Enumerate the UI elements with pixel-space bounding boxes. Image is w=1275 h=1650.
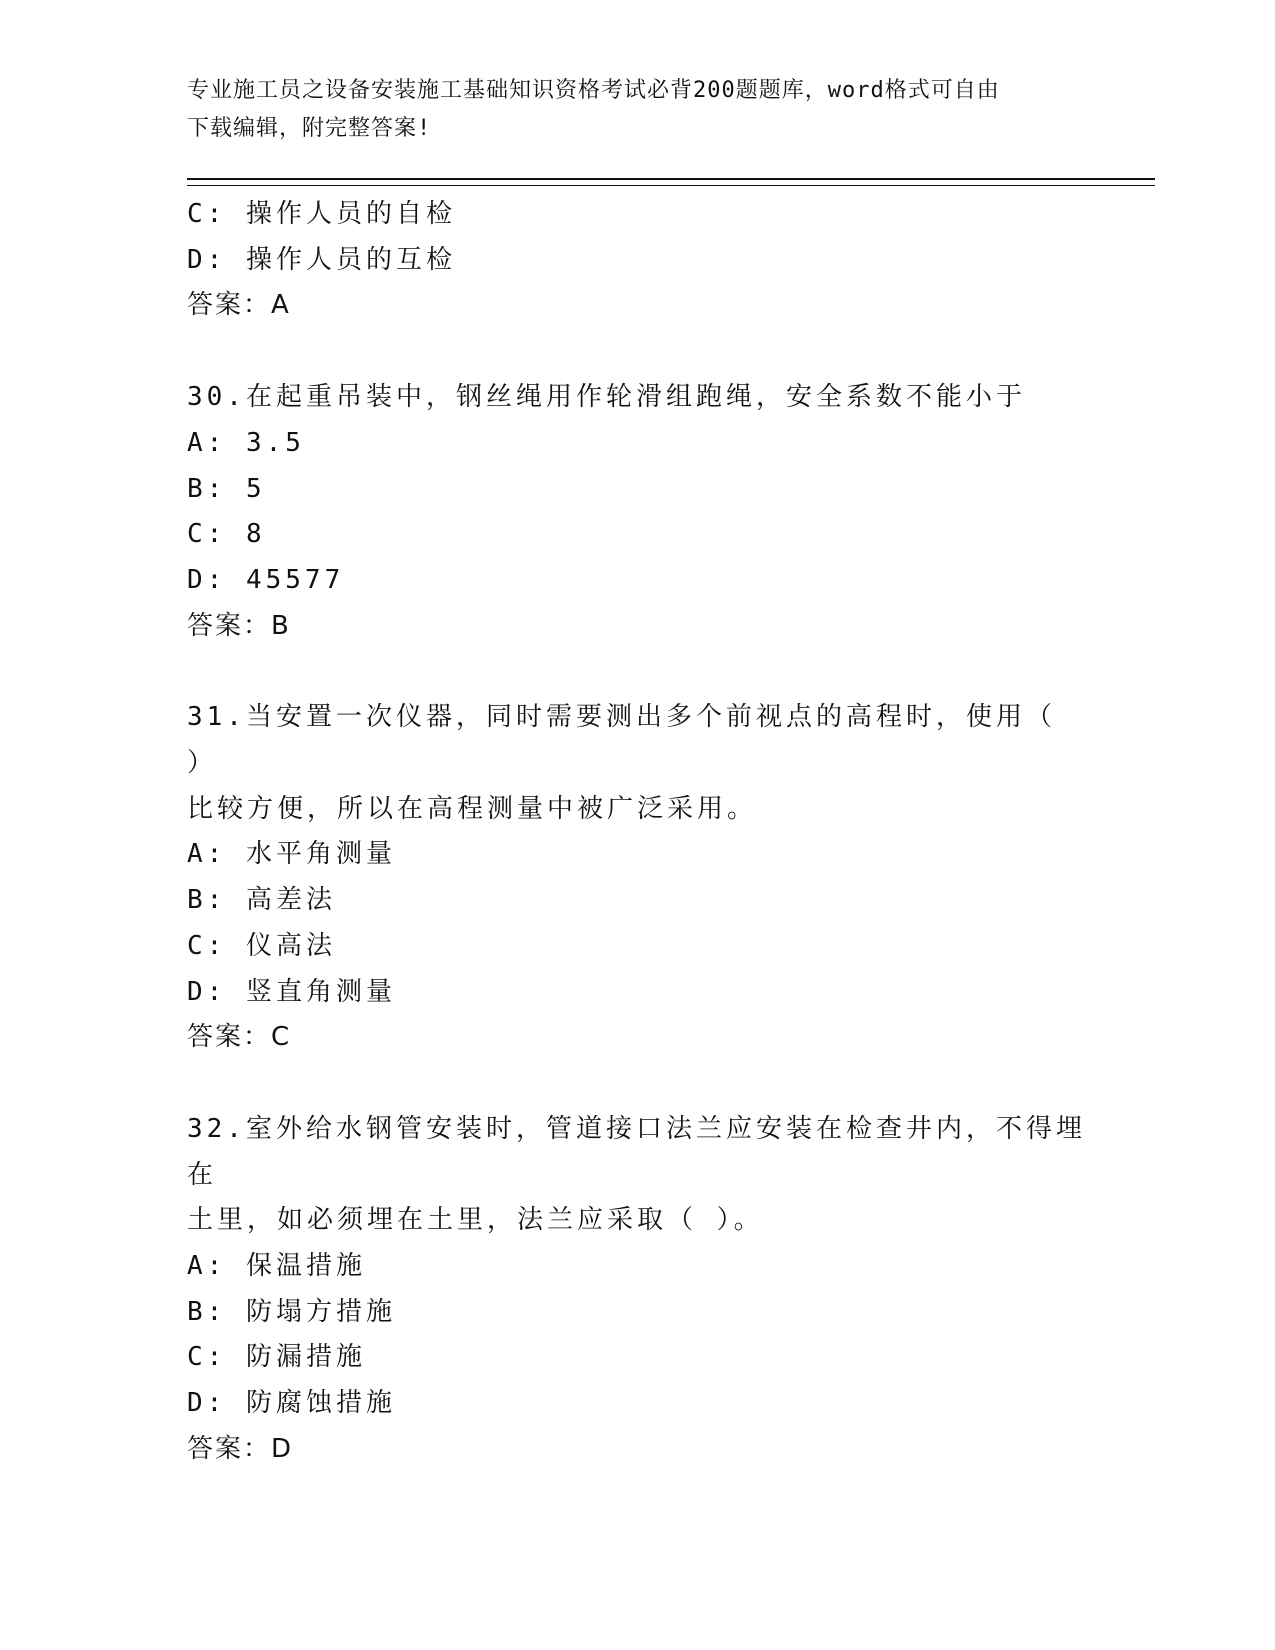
question-32-option-c: C: 防漏措施 (187, 1342, 366, 1373)
question-31-text-line-2: 比较方便，所以在高程测量中被广泛采用。 (187, 793, 758, 824)
document-header (187, 72, 1087, 148)
question-30-answer: 答案：B (187, 610, 291, 641)
question-32-option-a: A: 保温措施 (187, 1251, 366, 1282)
document-body (187, 192, 1087, 1473)
spacer (187, 649, 1087, 695)
question-30-option-b: B: 5 (187, 473, 266, 504)
question-31-answer: 答案：C (187, 1022, 292, 1053)
option-d: D: 操作人员的互检 (187, 244, 456, 275)
answer: 答案：A (187, 290, 291, 321)
question-31-text-line-1: 31.当安置一次仪器，同时需要测出多个前视点的高程时，使用（ ） (187, 702, 1076, 779)
question-31-option-c: C: 仪高法 (187, 930, 336, 961)
header-divider (187, 178, 1155, 186)
question-31-option-d: D: 竖直角测量 (187, 976, 396, 1007)
question-30-option-a: A: 3.5 (187, 427, 305, 458)
question-32-text-line-2: 土里，如必须埋在土里，法兰应采取（ ）。 (187, 1205, 764, 1236)
question-30-text: 30.在起重吊装中，钢丝绳用作轮滑组跑绳，安全系数不能小于 (187, 382, 1026, 413)
question-30-option-d: D: 45577 (187, 564, 345, 595)
spacer (187, 1061, 1087, 1107)
spacer (187, 329, 1087, 375)
question-31-option-a: A: 水平角测量 (187, 839, 396, 870)
header-line-1: 专业施工员之设备安装施工基础知识资格考试必背200题题库，word格式可自由 (187, 78, 1000, 103)
question-30-option-c: C: 8 (187, 519, 266, 550)
question-32-text-line-1: 32.室外给水钢管安装时，管道接口法兰应安装在检查井内，不得埋在 (187, 1113, 1086, 1190)
question-32-option-b: B: 防塌方措施 (187, 1296, 396, 1327)
option-c: C: 操作人员的自检 (187, 199, 456, 229)
question-32-option-d: D: 防腐蚀措施 (187, 1388, 396, 1419)
header-line-2: 下载编辑，附完整答案! (187, 116, 432, 141)
question-32-answer: 答案：D (187, 1433, 294, 1464)
question-31-option-b: B: 高差法 (187, 885, 336, 916)
